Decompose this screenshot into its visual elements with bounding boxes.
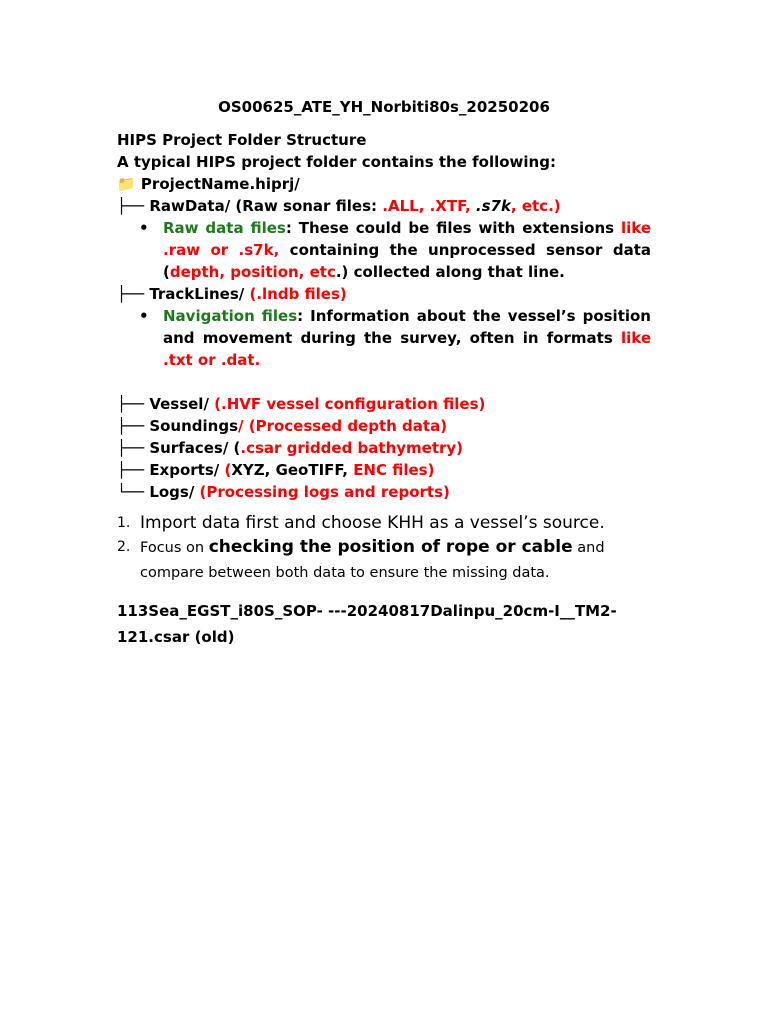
list-item-text-before: Focus on [140,540,209,556]
tracklines-prefix: ├── TrackLines/ [117,285,250,303]
rawdata-bullet [117,217,651,283]
rawdata-bullet-text1: : These could be files with extensions [285,219,621,237]
tracklines-bullet-label: Navigation files [163,307,298,325]
list-item [117,511,651,535]
numbered-list [117,511,651,586]
intro-text: A typical HIPS project folder contains the following: [117,153,556,171]
vessel-red: (.HVF vessel configuration files) [214,395,486,413]
document-body [117,129,651,650]
rawdata-bullet-label: Raw data files [163,219,286,237]
rawdata-bullet-red1: like .raw or .s7k, [163,219,651,259]
folder-icon: 📁 [117,175,136,193]
logs-prefix: └── Logs/ [117,483,200,501]
list-item-emphasis: checking the position of rope or cable [208,537,573,557]
tracklines-bullet-text1: : Information about the vessel’s position and movement during the survey, often in formats [163,307,651,347]
rawdata-bullet-red2: depth, position, etc [169,263,336,281]
rawdata-prefix: ├── RawData/ (Raw sonar files: [117,197,383,215]
list-item [117,535,651,586]
list-number: 1. [117,515,131,531]
tracklines-bullet [117,305,651,371]
section-heading: HIPS Project Folder Structure [117,131,367,149]
rawdata-ext2: .s7k [475,197,511,215]
tracklines-red: (.lndb files) [249,285,347,303]
file-name: 113Sea_EGST_i80S_SOP- ---20240817Dalinpu_20cm-I__TM2-121.csar (old) [117,602,617,646]
root-folder-name: ProjectName.hiprj/ [140,175,300,193]
root-folder-line [117,173,651,195]
blank-line [117,371,651,393]
exports-black: XYZ, GeoTIFF, [231,461,354,479]
surfaces-red: .csar gridded bathymetry) [240,439,464,457]
document-title: OS00625_ATE_YH_Norbiti80s_20250206 [218,98,550,116]
logs-red: (Processing logs and reports) [199,483,450,501]
list-item-text: Import data first and choose KHH as a vessel’s source. [140,513,605,533]
tree-item-soundings [117,415,651,437]
rawdata-ext3: , etc.) [510,197,561,215]
tree-item-vessel [117,393,651,415]
list-item-text-after: and compare between both data to ensure the missing data. [140,540,605,581]
bullet-icon: • [139,219,149,237]
tree-item-rawdata [117,195,651,217]
exports-red2: ENC files) [353,461,435,479]
tree-item-tracklines [117,283,651,305]
exports-red1: ( [224,461,232,479]
rawdata-ext1: .ALL, .XTF, [382,197,476,215]
tree-item-logs [117,481,651,503]
tree-item-surfaces [117,437,651,459]
bullet-icon: • [139,307,149,325]
rawdata-bullet-text3: .) collected along that line. [335,263,565,281]
tracklines-bullet-red: like .txt or .dat. [163,329,651,369]
surfaces-prefix: ├── Surfaces/ ( [117,439,241,457]
vessel-prefix: ├── Vessel/ [117,395,215,413]
soundings-red: / (Processed depth data) [238,417,448,435]
exports-prefix: ├── Exports/ [117,461,225,479]
tree-item-exports [117,459,651,481]
list-number: 2. [117,539,131,555]
soundings-prefix: ├── Soundings [117,417,239,435]
rawdata-bullet-text2: containing the unprocessed sensor data ( [163,241,651,281]
